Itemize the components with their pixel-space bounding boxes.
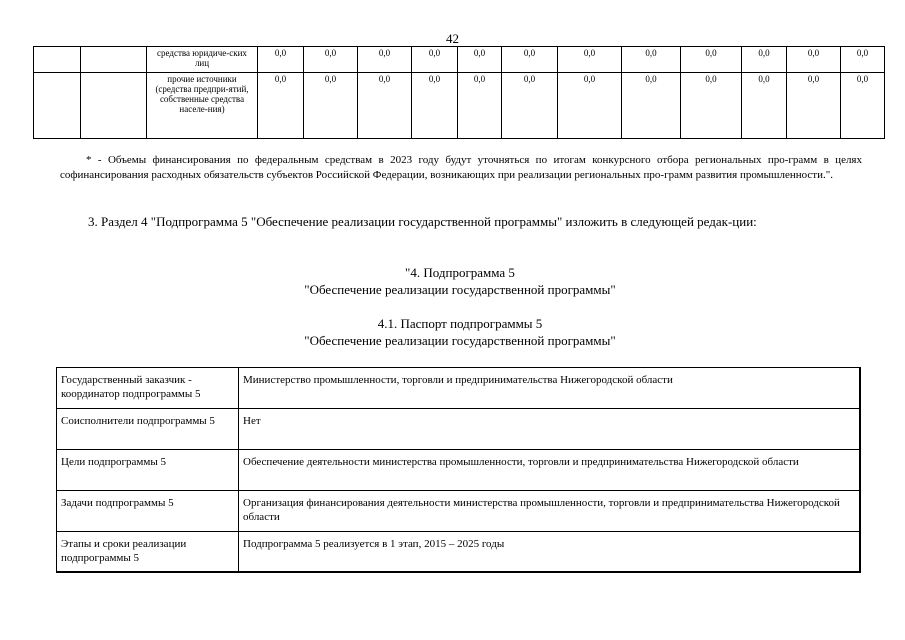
fin-value-cell: 0,0 xyxy=(258,47,304,73)
fin-value-cell: 0,0 xyxy=(412,47,458,73)
footnote: * - Объемы финансирования по федеральным средствам в 2023 году будут уточняться по итогам конкурсного отбора региональных про-грамм в целях софинансирования расходных обязательств субъектов Российской Федерации, возникающих при реализации региональных про-грамм развития промышленности.". xyxy=(60,154,862,181)
passport-row xyxy=(57,368,861,409)
passport-table xyxy=(56,367,861,573)
fin-value-cell: 0,0 xyxy=(622,73,681,139)
passport-value: Нет xyxy=(239,409,861,450)
passport-heading-title: "Обеспечение реализации государственной программы" xyxy=(304,333,616,348)
fin-value-cell: 0,0 xyxy=(502,47,558,73)
page-number: 42 xyxy=(446,31,459,46)
fin-value-cell: 0,0 xyxy=(787,47,841,73)
fin-value-cell: 0,0 xyxy=(558,73,622,139)
fin-value-cell: 0,0 xyxy=(458,47,502,73)
passport-label: Соисполнители подпрограммы 5 xyxy=(57,409,239,450)
passport-heading-number: 4.1. Паспорт подпрограммы 5 xyxy=(377,316,543,331)
fin-value-cell: 0,0 xyxy=(681,47,742,73)
passport-value: Министерство промышленности, торговли и предпринимательства Нижегородской области xyxy=(239,368,861,409)
fin-source-label: средства юридиче-ских лиц xyxy=(147,47,258,73)
financing-table xyxy=(33,46,885,139)
passport-value: Организация финансирования деятельности министерства промышленности, торговли и предпринимательства Нижегородской области xyxy=(239,491,861,532)
fin-value-cell: 0,0 xyxy=(358,47,412,73)
passport-row xyxy=(57,409,861,450)
fin-source-label: прочие источники (средства предпри-ятий, собственные средства населе-ния) xyxy=(147,73,258,139)
fin-empty-cell xyxy=(34,47,81,73)
passport-label: Государственный заказчик - координатор подпрограммы 5 xyxy=(57,368,239,409)
fin-value-cell: 0,0 xyxy=(622,47,681,73)
fin-table-row xyxy=(34,73,885,139)
fin-value-cell: 0,0 xyxy=(502,73,558,139)
fin-value-cell: 0,0 xyxy=(681,73,742,139)
subprogram-heading-title: "Обеспечение реализации государственной программы" xyxy=(304,282,616,297)
passport-label: Этапы и сроки реализации подпрограммы 5 xyxy=(57,532,239,572)
fin-value-cell: 0,0 xyxy=(558,47,622,73)
fin-value-cell: 0,0 xyxy=(458,73,502,139)
passport-value: Обеспечение деятельности министерства промышленности, торговли и предпринимательства Нижегородской области xyxy=(239,450,861,491)
fin-value-cell: 0,0 xyxy=(841,73,885,139)
fin-value-cell: 0,0 xyxy=(841,47,885,73)
passport-row xyxy=(57,532,861,572)
fin-value-cell: 0,0 xyxy=(742,73,787,139)
section-instruction: 3. Раздел 4 "Подпрограмма 5 "Обеспечение реализации государственной программы" изложить в следующей редак-ции: xyxy=(88,214,757,229)
fin-empty-cell xyxy=(81,47,147,73)
passport-label: Цели подпрограммы 5 xyxy=(57,450,239,491)
fin-value-cell: 0,0 xyxy=(304,73,358,139)
fin-value-cell: 0,0 xyxy=(742,47,787,73)
subprogram-heading-number: "4. Подпрограмма 5 xyxy=(405,265,515,280)
passport-label: Задачи подпрограммы 5 xyxy=(57,491,239,532)
fin-value-cell: 0,0 xyxy=(258,73,304,139)
fin-table-row xyxy=(34,47,885,73)
fin-value-cell: 0,0 xyxy=(412,73,458,139)
fin-value-cell: 0,0 xyxy=(787,73,841,139)
passport-row xyxy=(57,491,861,532)
passport-row xyxy=(57,450,861,491)
fin-empty-cell xyxy=(81,73,147,139)
fin-value-cell: 0,0 xyxy=(358,73,412,139)
fin-empty-cell xyxy=(34,73,81,139)
fin-value-cell: 0,0 xyxy=(304,47,358,73)
passport-value: Подпрограмма 5 реализуется в 1 этап, 2015 – 2025 годы xyxy=(239,532,861,572)
